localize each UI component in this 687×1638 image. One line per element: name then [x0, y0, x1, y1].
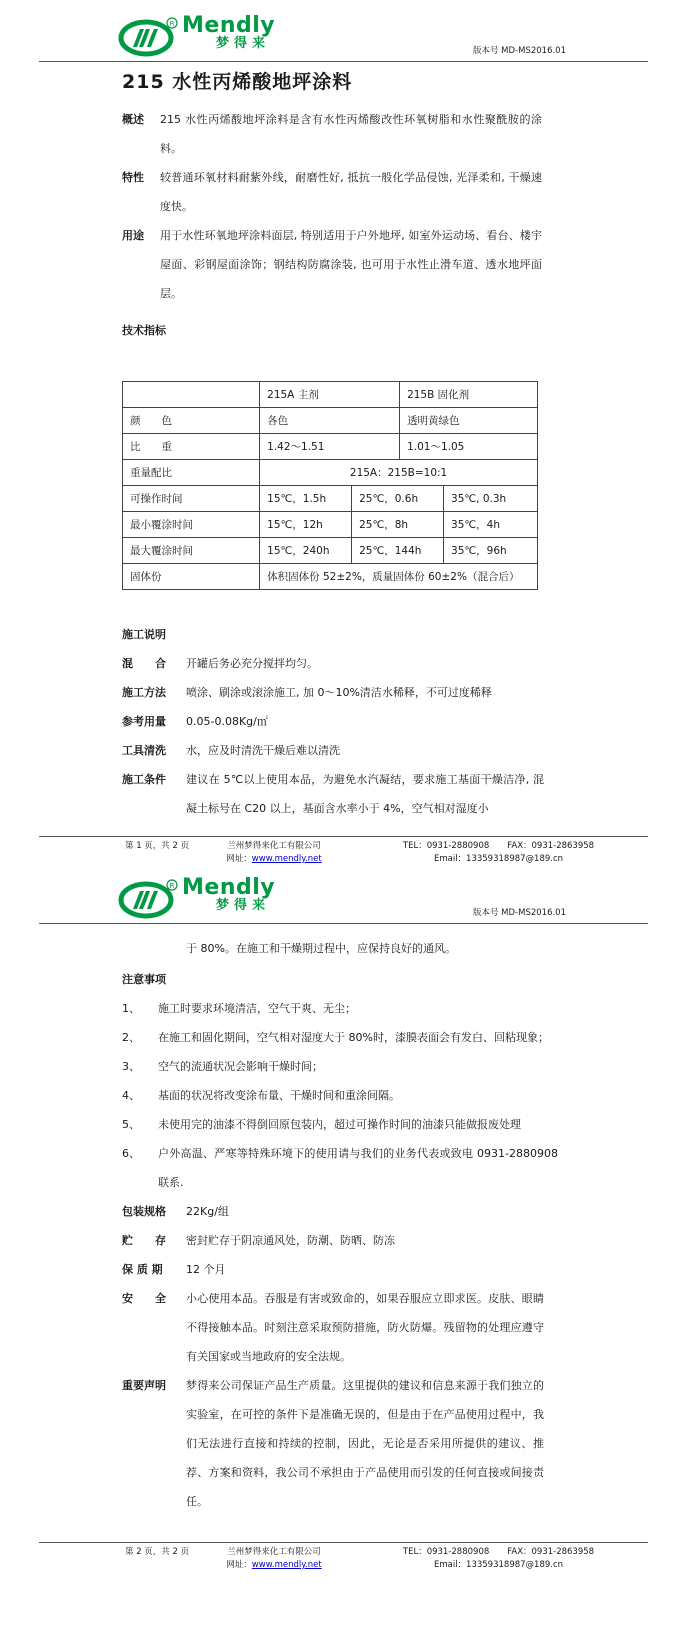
- table-row-header: [123, 382, 538, 408]
- table-cell: 透明黄绿色: [400, 408, 538, 434]
- note-number: 6、: [122, 1147, 140, 1160]
- kv-packaging: [122, 1197, 544, 1226]
- section-text: 用于水性环氧地坪涂料面层, 特别适用于户外地坪, 如室外运动场、看台、楼宇屋面、彩钢屋面涂饰；钢结构防腐涂装, 也可用于水性止滑车道、透水地坪面层。: [160, 229, 542, 300]
- footer-company-block: [199, 840, 349, 866]
- table-cell: 1.01～1.05: [400, 434, 538, 460]
- item-label: 工具清洗: [122, 744, 166, 757]
- table-cell: 35℃，4h: [444, 512, 538, 538]
- note-text: 空气的流通状况会影响干燥时间；: [158, 1060, 323, 1073]
- tel-text: TEL：0931-2880908: [402, 841, 490, 851]
- table-cell: 15℃，12h: [260, 512, 352, 538]
- notes-heading: 注意事项: [122, 973, 166, 986]
- note-number: 4、: [122, 1089, 140, 1102]
- mendly-logo-icon: [118, 878, 178, 920]
- table-cell: 25℃，8h: [352, 512, 444, 538]
- table-cell: 重量配比: [123, 460, 260, 486]
- company-logo: [118, 13, 276, 58]
- logo-cn-text: 梦得来: [216, 36, 271, 51]
- table-cell: 最小覆涂时间: [123, 512, 260, 538]
- section-overview: [122, 105, 542, 163]
- construction-heading: 施工说明: [122, 628, 166, 641]
- company-name: 兰州梦得来化工有限公司: [227, 841, 321, 851]
- item-label: 包装规格: [122, 1205, 166, 1218]
- table-cell: 35℃，96h: [444, 538, 538, 564]
- table-cell: 15℃，240h: [260, 538, 352, 564]
- svg-text:R: R: [169, 882, 175, 890]
- table-cell: 215B 固化剂: [400, 382, 538, 408]
- table-cell: 可操作时间: [123, 486, 260, 512]
- item-label: 保 质 期: [122, 1263, 163, 1276]
- website-link[interactable]: www.mendly.net: [251, 1560, 322, 1570]
- page1-footer: [39, 836, 648, 866]
- version-label: 版本号 MD-MS2016.01: [472, 908, 566, 918]
- tel-text: TEL：0931-2880908: [402, 1547, 490, 1557]
- note-item-1: [122, 994, 558, 1023]
- section-label: 概述: [122, 113, 144, 126]
- email-text: Email：13359318987@189.cn: [433, 1560, 564, 1570]
- table-row-color: [123, 408, 538, 434]
- item-text: 梦得来公司保证产品生产质量。这里提供的建议和信息来源于我们独立的实验室，在可控的条件下是准确无误的，但是由于在产品使用过程中，我们无法进行直接和持续的控制，因此，无论是否采用所提供的建议、推荐、方案和资料，我公司不承担由于产品使用而引发的任何直接或间接责任。: [186, 1379, 544, 1508]
- item-label: 重要声明: [122, 1379, 166, 1392]
- table-row-solids: [123, 564, 538, 590]
- table-cell: 15℃，1.5h: [260, 486, 352, 512]
- mendly-logo-icon: [118, 16, 178, 58]
- note-number: 5、: [122, 1118, 140, 1131]
- table-row-min-recoat: [123, 512, 538, 538]
- note-item-4: [122, 1081, 558, 1110]
- svg-text:R: R: [169, 20, 175, 28]
- note-text: 户外高温、严寒等特殊环境下的使用请与我们的业务代表或致电 0931-2880908 联系.: [158, 1147, 558, 1189]
- note-text: 基面的状况将改变涂布量、干燥时间和重涂间隔。: [158, 1089, 400, 1102]
- version-label: 版本号 MD-MS2016.01: [472, 46, 566, 56]
- logo-en-text: Mendly: [182, 13, 276, 38]
- section-usage: [122, 221, 542, 308]
- note-text: 在施工和固化期间，空气相对湿度大于 80%时，漆膜表面会有发白、回粘现象；: [158, 1031, 549, 1044]
- page-2: [0, 866, 687, 1572]
- table-row-gravity: [123, 434, 538, 460]
- item-label: 施工方法: [122, 686, 166, 699]
- page-number: 第 1 页，共 2 页: [125, 841, 190, 851]
- item-label: 施工条件: [122, 773, 166, 786]
- table-cell: 固体份: [123, 564, 260, 590]
- table-cell: 比 重: [123, 434, 260, 460]
- construction-item-conditions: [122, 765, 544, 823]
- item-text: 0.05-0.08Kg/㎡: [186, 715, 268, 728]
- web-label: 网址：: [226, 854, 252, 864]
- page1-header: [0, 0, 687, 61]
- conditions-continuation-text: 于 80%。在施工和干燥期过程中，应保持良好的通风。: [186, 942, 456, 955]
- construction-item-dosage: [122, 707, 544, 736]
- table-cell: 35℃, 0.3h: [444, 486, 538, 512]
- item-text: 小心使用本品。吞服是有害或致命的，如果吞服应立即求医。皮肤、眼睛不得接触本品。时刻注意采取预防措施，防火防爆。残留物的处理应遵守有关国家或当地政府的安全法规。: [186, 1292, 544, 1363]
- kv-safety: [122, 1284, 544, 1371]
- table-cell: 体积固体份 52±2%，质量固体份 60±2%（混合后）: [260, 564, 538, 590]
- logo-wordmark: [182, 13, 276, 51]
- item-label: 安 全: [122, 1292, 166, 1305]
- note-item-6: [122, 1139, 558, 1197]
- header-rule: [39, 61, 648, 62]
- email-text: Email：13359318987@189.cn: [433, 854, 564, 864]
- footer-company-block: [199, 1546, 349, 1572]
- section-text: 215 水性丙烯酸地坪涂料是含有水性丙烯酸改性环氧树脂和水性聚酰胺的涂料。: [160, 113, 542, 155]
- table-cell: 各色: [260, 408, 400, 434]
- item-label: 混 合: [122, 657, 166, 670]
- item-text: 密封贮存于阴凉通风处，防潮、防晒、防冻: [186, 1234, 395, 1247]
- note-number: 2、: [122, 1031, 140, 1044]
- company-logo: [118, 875, 276, 920]
- page-number: 第 2 页，共 2 页: [125, 1547, 190, 1557]
- table-cell: 215A 主剂: [260, 382, 400, 408]
- page-title: 215 水性丙烯酸地坪涂料: [122, 71, 353, 93]
- item-label: 参考用量: [122, 715, 166, 728]
- footer-contact-block: [349, 1546, 648, 1572]
- logo-cn-text: 梦得来: [216, 898, 271, 913]
- table-cell: [123, 382, 260, 408]
- logo-wordmark: [182, 875, 276, 913]
- page2-header: [0, 872, 687, 923]
- section-label: 用途: [122, 229, 144, 242]
- table-cell: 1.42～1.51: [260, 434, 400, 460]
- kv-disclaimer: [122, 1371, 544, 1516]
- footer-contact-block: [349, 840, 648, 866]
- logo-en-text: Mendly: [182, 875, 276, 900]
- page2-footer: [39, 1542, 648, 1572]
- note-number: 1、: [122, 1002, 140, 1015]
- table-row-ratio: [123, 460, 538, 486]
- item-text: 喷涂、刷涂或滚涂施工, 加 0～10%清洁水稀释，不可过度稀释: [186, 686, 492, 699]
- tech-specs-table: [122, 381, 538, 590]
- header-rule: [39, 923, 648, 924]
- section-features: [122, 163, 542, 221]
- fax-text: FAX：0931-2863958: [507, 841, 595, 851]
- section-text: 较普通环氧材料耐紫外线，耐磨性好, 抵抗一般化学品侵蚀, 光泽柔和, 干燥速度快。: [160, 171, 542, 213]
- table-cell: 215A：215B=10:1: [260, 460, 538, 486]
- table-cell: 25℃，0.6h: [352, 486, 444, 512]
- table-row-max-recoat: [123, 538, 538, 564]
- construction-item-cleaning: [122, 736, 544, 765]
- tech-specs-heading: 技术指标: [122, 324, 166, 337]
- item-text: 12 个月: [186, 1263, 226, 1276]
- web-label: 网址：: [226, 1560, 252, 1570]
- section-label: 特性: [122, 171, 144, 184]
- item-text: 22Kg/组: [186, 1205, 229, 1218]
- construction-item-method: [122, 678, 544, 707]
- note-text: 施工时要求环境清洁，空气干爽、无尘；: [158, 1002, 356, 1015]
- note-item-3: [122, 1052, 558, 1081]
- kv-shelf-life: [122, 1255, 544, 1284]
- website-link[interactable]: www.mendly.net: [251, 854, 322, 864]
- note-number: 3、: [122, 1060, 140, 1073]
- table-row-pot-life: [123, 486, 538, 512]
- table-cell: 最大覆涂时间: [123, 538, 260, 564]
- item-label: 贮 存: [122, 1234, 166, 1247]
- construction-item-mixing: [122, 649, 544, 678]
- kv-storage: [122, 1226, 544, 1255]
- item-text: 开罐后务必充分搅拌均匀。: [186, 657, 318, 670]
- note-item-5: [122, 1110, 558, 1139]
- fax-text: FAX：0931-2863958: [507, 1547, 595, 1557]
- table-cell: 25℃，144h: [352, 538, 444, 564]
- item-text: 建议在 5℃以上使用本品，为避免水汽凝结，要求施工基面干燥洁净, 混凝土标号在 C20 以上，基面含水率小于 4%，空气相对湿度小: [186, 773, 544, 815]
- company-name: 兰州梦得来化工有限公司: [227, 1547, 321, 1557]
- table-cell: 颜 色: [123, 408, 260, 434]
- note-text: 未使用完的油漆不得倒回原包装内，超过可操作时间的油漆只能做报废处理: [158, 1118, 521, 1131]
- note-item-2: [122, 1023, 558, 1052]
- item-text: 水，应及时清洗干燥后难以清洗: [186, 744, 340, 757]
